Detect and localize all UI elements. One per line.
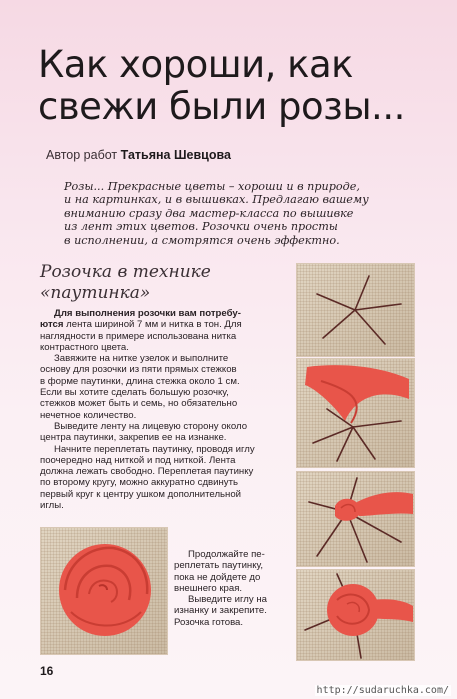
text-line: нечетное количество. — [40, 409, 137, 421]
text-line: реплетать паутинку, — [174, 560, 264, 572]
photo-finished-rose — [40, 527, 168, 655]
intro-paragraph — [64, 180, 424, 247]
text-line — [40, 308, 292, 319]
text-line: центра паутинки, закрепив ее на изнанке. — [40, 432, 227, 444]
section-heading — [40, 262, 280, 304]
section-heading-line: «паутинка» — [40, 283, 151, 303]
intro-line: в исполнении, а смотрятся очень эффектно. — [64, 233, 340, 247]
text-line: внешнего края. — [174, 582, 243, 594]
text-line: иглы. — [40, 500, 64, 512]
text-line: Завяжите на нитке узелок и выполните — [54, 353, 229, 365]
author-name: Татьяна Шевцова — [120, 148, 231, 162]
text-line: Розочка готова. — [174, 616, 244, 628]
page-number: 16 — [40, 664, 54, 678]
weaving-illustration — [297, 472, 414, 566]
ribbon-start-illustration — [297, 359, 414, 467]
text-line: по второму кругу, можно аккуратно сдвинуть — [40, 477, 238, 489]
instructions-text — [40, 308, 292, 511]
step-photo-nearly-done — [296, 569, 415, 661]
step-photo-ribbon-start — [296, 358, 415, 468]
section-heading-line: Розочка в технике — [40, 262, 211, 282]
title-line-2: свежи были розы... — [38, 85, 405, 128]
bold-lead: Для выполнения розочки вам потребу- — [54, 308, 241, 319]
text-line: Если вы хотите сделать большую розочку, — [40, 387, 229, 399]
text-line — [40, 319, 292, 330]
text-line: должна лежать свободно. Переплетая паутинку — [40, 466, 254, 478]
text-line: Продолжайте пе- — [188, 549, 265, 560]
text-line: в форме паутинки, длина стежка около 1 см. — [40, 375, 240, 387]
text-line: первый круг к центру ушком дополнительной — [40, 488, 242, 500]
step-photo-weaving — [296, 471, 415, 567]
intro-line: вниманию сразу два мастер-класса по вышивке — [64, 206, 354, 220]
text-line: наглядности в примере использована нитка — [40, 330, 237, 342]
text-line: изнанку и закрепите. — [174, 605, 267, 617]
text-fragment: лента шириной 7 мм и нитка в тон. Для — [63, 319, 242, 331]
watermark-url: http://sudaruchka.com/ — [316, 685, 449, 696]
instructions-side-text — [174, 549, 294, 628]
text-line: стежков может быть и семь, но обязательно — [40, 398, 238, 410]
text-line: Начните переплетать паутинку, проводя иглу — [54, 443, 255, 455]
text-line: поочередно над ниткой и под ниткой. Лента — [40, 454, 236, 466]
text-line: контрастного цвета. — [40, 341, 129, 353]
author-credit — [46, 148, 231, 162]
nearly-done-illustration — [297, 570, 414, 660]
bold-lead: ются — [40, 319, 64, 331]
spiderweb-illustration — [297, 264, 414, 356]
intro-line: Розы... Прекрасные цветы – хороши и в природе, — [64, 180, 360, 193]
finished-rose-illustration — [41, 528, 167, 654]
intro-line: и на картинках, и в вышивках. Предлагаю вашему — [64, 193, 369, 207]
step-photo-spiderweb — [296, 263, 415, 357]
text-line: пока не дойдете до — [174, 571, 261, 583]
text-line: основу для розочки из пяти прямых стежков — [40, 364, 237, 376]
page-title — [38, 44, 438, 128]
intro-line: из лент этих цветов. Розочки очень просты — [64, 220, 338, 234]
text-line: Выведите ленту на лицевую сторону около — [54, 420, 248, 432]
author-prefix: Автор работ — [46, 148, 118, 162]
text-line: Выведите иглу на — [188, 594, 267, 606]
title-line-1: Как хороши, как — [38, 43, 354, 86]
